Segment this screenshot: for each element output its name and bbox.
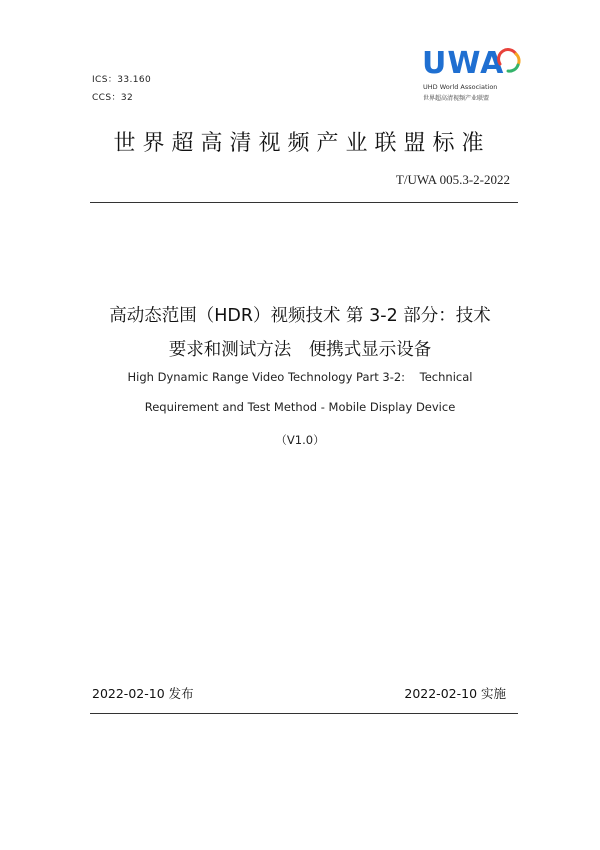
top-divider: [90, 202, 518, 203]
logo-swirl-icon: [496, 48, 522, 74]
ccs-code: CCS：32: [92, 93, 134, 103]
chinese-title-line-1: 高动态范围（HDR）视频技术 第 3-2 部分：技术: [109, 306, 491, 326]
logo-org-english: UHD World Association: [423, 83, 498, 91]
version-label: （V1.0）: [275, 433, 325, 447]
logo-org-chinese: 世界超高清视频产业联盟: [423, 95, 490, 102]
english-title-line-1: High Dynamic Range Video Technology Part 3-2: Technical: [127, 370, 473, 384]
standard-title: 世界超高清视频产业联盟标准: [113, 131, 491, 156]
bottom-divider: [90, 713, 518, 714]
release-date: 2022-02-10 发布: [92, 686, 194, 701]
chinese-title-line-2: 要求和测试方法 便携式显示设备: [168, 340, 432, 360]
uwa-logo: [414, 46, 524, 106]
ics-code: ICS：33.160: [92, 75, 152, 85]
standard-number: T/UWA 005.3-2-2022: [395, 172, 510, 187]
english-title-line-2: Requirement and Test Method - Mobile Display Device: [144, 400, 456, 414]
implementation-date: 2022-02-10 实施: [404, 686, 506, 701]
logo-wordmark: UWA: [422, 46, 505, 81]
